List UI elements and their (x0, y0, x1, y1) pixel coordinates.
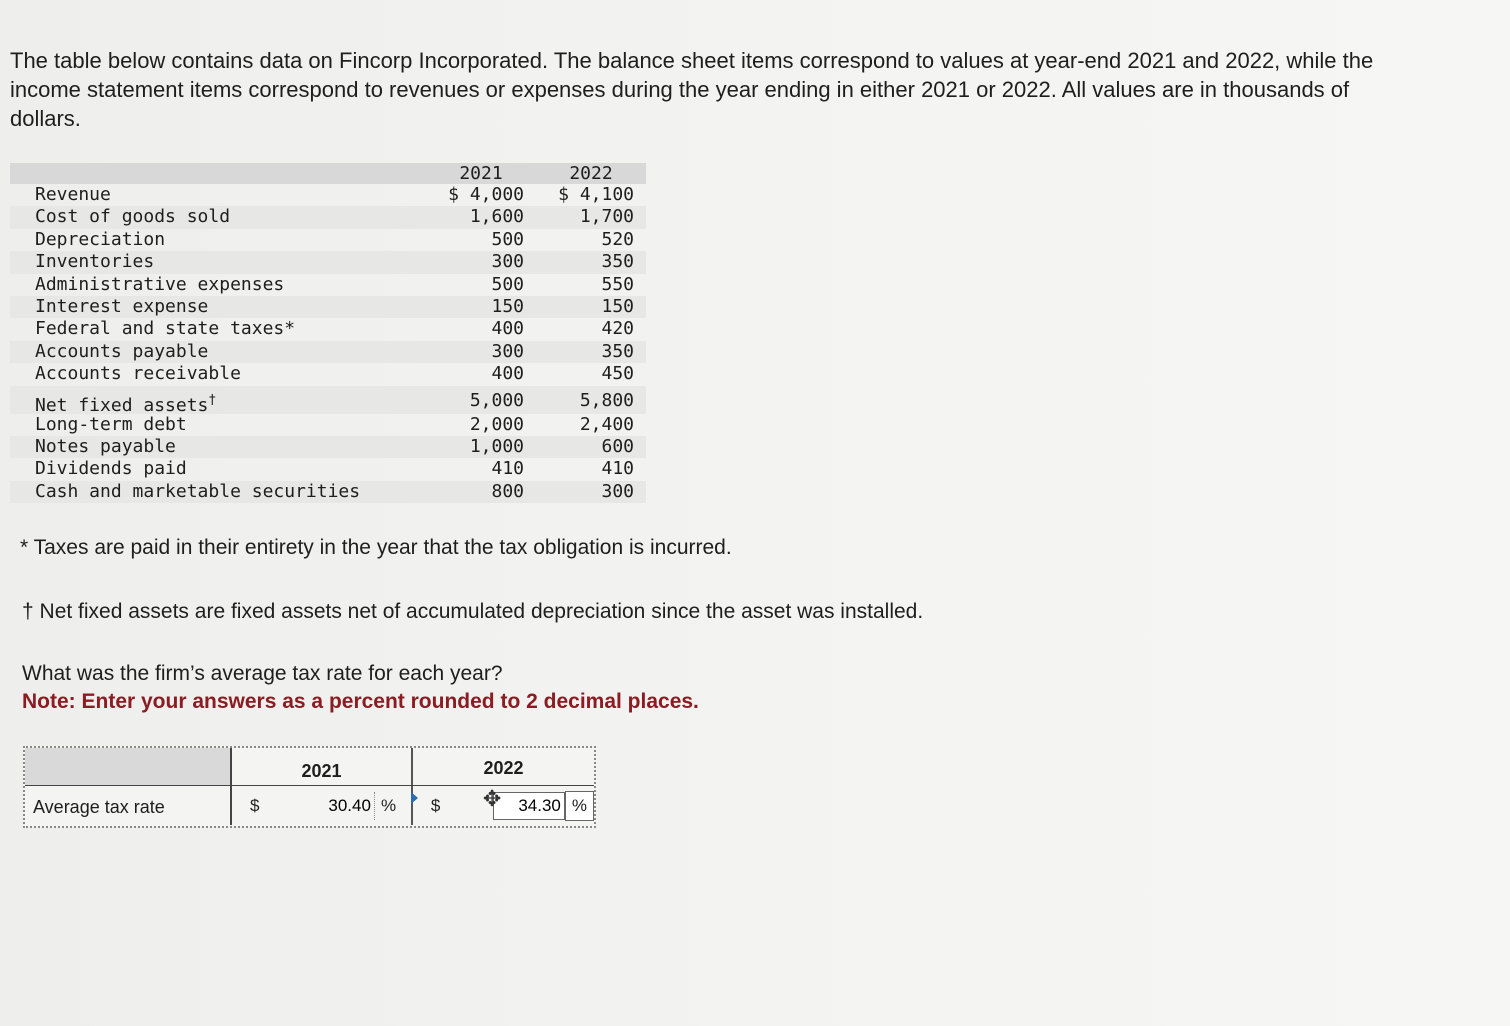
tax-rate-2021-input[interactable] (280, 792, 374, 820)
value-2022: 550 (601, 273, 634, 295)
answer-table-header (25, 748, 594, 786)
table-header (10, 163, 646, 184)
value-2022: 1,700 (579, 206, 634, 228)
value-2022: $ 4,100 (558, 184, 634, 205)
row-label: Revenue (35, 184, 111, 205)
table-row (10, 229, 646, 251)
header-2022: 2022 (536, 163, 646, 184)
value-2022: 300 (601, 480, 634, 502)
table-row (10, 458, 646, 480)
value-2021: $ 4,000 (448, 184, 524, 205)
answer-header-2022: 2022 (483, 758, 524, 778)
fincorp-data-table (10, 163, 646, 503)
row-label: Net fixed assets† (35, 392, 217, 416)
value-2021: 300 (491, 340, 524, 362)
percent-sign-2022: % (565, 791, 594, 821)
row-label: Inventories (35, 251, 155, 273)
answer-cell-2021 (232, 786, 413, 825)
row-label: Long-term debt (35, 413, 187, 435)
value-2021: 150 (491, 295, 524, 317)
value-2022: 420 (601, 318, 634, 340)
table-row (10, 251, 646, 273)
table-row (10, 341, 646, 363)
row-label: Notes payable (35, 435, 176, 457)
row-label: Accounts receivable (35, 363, 241, 385)
table-row (10, 184, 646, 206)
taxes-footnote: * Taxes are paid in their entirety in the year that the tax obligation is incurred. (20, 536, 732, 559)
dagger-symbol: † (22, 600, 34, 623)
intro-text: The table below contains data on Fincorp Incorporated. The balance sheet items correspond to values at year-end 2021 and 2022, while the income statement items correspond to revenues or expenses during the year ending in either 2021 or 2022. All values are in thousands of dollars. (10, 48, 1374, 131)
edit-flag-icon (411, 792, 418, 804)
table-row (10, 481, 646, 503)
row-label-average-tax-rate: Average tax rate (25, 786, 232, 825)
value-2022: 2,400 (579, 413, 634, 435)
value-2021: 400 (491, 318, 524, 340)
table-row (10, 318, 646, 340)
question-text: What was the firm’s average tax rate for each year? (22, 662, 503, 685)
answer-table (23, 746, 596, 828)
row-label: Depreciation (35, 228, 166, 250)
value-2022: 600 (601, 435, 634, 457)
value-2022: 520 (601, 228, 634, 250)
answer-cell-2022 (413, 786, 594, 825)
value-2022: 150 (601, 295, 634, 317)
value-2021: 800 (491, 480, 524, 502)
answer-header-2021: 2021 (232, 748, 413, 785)
dollar-sign-2021: $ (249, 795, 260, 815)
row-label: Cost of goods sold (35, 206, 231, 228)
header-2021: 2021 (426, 163, 536, 184)
row-label: Interest expense (35, 295, 209, 317)
row-label: Dividends paid (35, 458, 187, 480)
table-body (10, 184, 646, 503)
value-2022: 350 (601, 251, 634, 273)
table-row (10, 436, 646, 458)
value-2022: 450 (601, 363, 634, 385)
value-2021: 300 (491, 251, 524, 273)
value-2021: 1,000 (469, 435, 524, 457)
percent-sign-2021: % (374, 792, 402, 820)
value-2021: 410 (491, 458, 524, 480)
value-2021: 500 (491, 273, 524, 295)
tax-rate-2022-input[interactable] (493, 792, 565, 820)
dollar-sign-2022: $ (430, 795, 441, 815)
row-label: Accounts payable (35, 340, 209, 362)
row-label: Administrative expenses (35, 273, 285, 295)
table-row (10, 296, 646, 318)
value-2021: 400 (491, 363, 524, 385)
table-row (10, 274, 646, 296)
value-2022: 350 (601, 340, 634, 362)
value-2021: 1,600 (469, 206, 524, 228)
table-row (10, 414, 646, 436)
table-row (10, 386, 646, 414)
value-2021: 2,000 (469, 413, 524, 435)
row-label: Federal and state taxes* (35, 318, 296, 340)
table-row (10, 206, 646, 228)
answer-row-average-tax-rate (25, 786, 594, 825)
question (22, 660, 699, 716)
table-row (10, 363, 646, 385)
value-2021: 500 (491, 228, 524, 250)
answer-format-note: Note: Enter your answers as a percent rounded to 2 decimal places. (22, 690, 699, 713)
value-2022: 5,800 (579, 389, 634, 411)
dagger-symbol: † (208, 392, 217, 408)
value-2021: 5,000 (469, 389, 524, 411)
value-2022: 410 (601, 458, 634, 480)
move-cursor-icon: ✥ (482, 786, 502, 811)
fixed-assets-note-text: Net fixed assets are fixed assets net of accumulated depreciation since the asset was installed. (39, 600, 924, 623)
fixed-assets-footnote (22, 600, 923, 624)
row-label: Cash and marketable securities (35, 480, 361, 502)
